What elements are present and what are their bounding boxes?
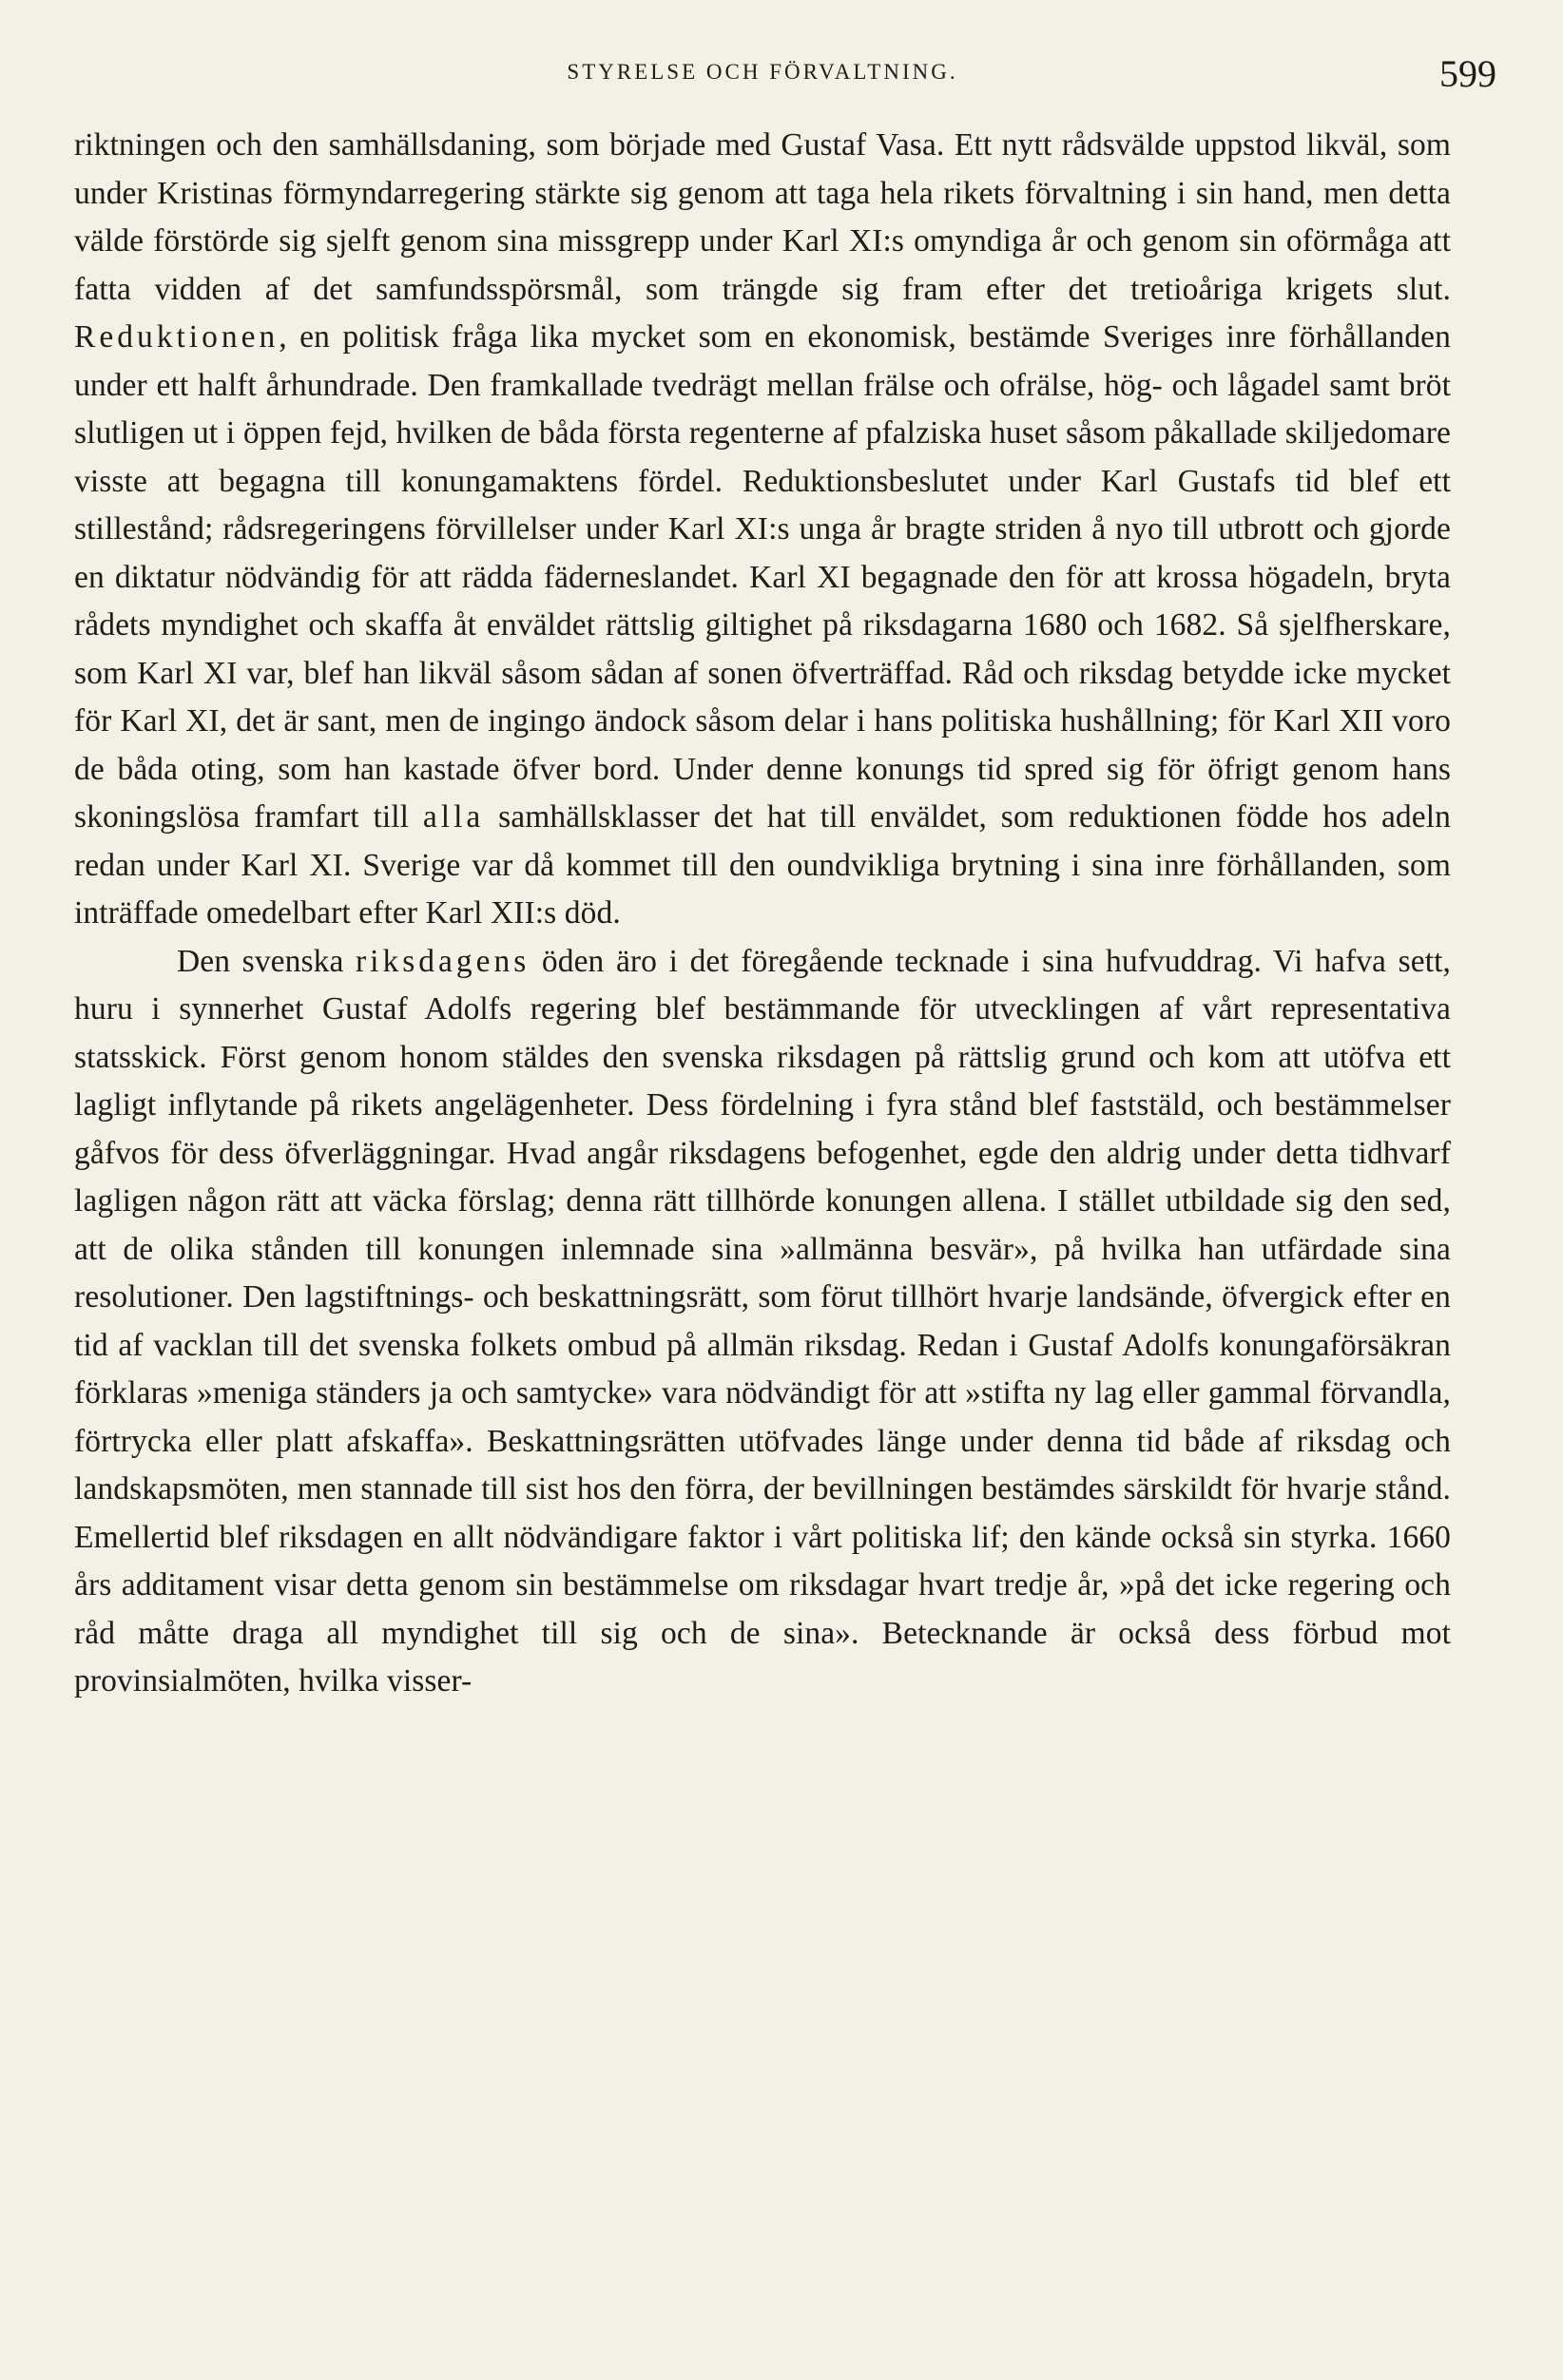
text-run: riktningen och den samhällsdaning, som började med Gustaf Vasa. Ett nytt rådsvälde uppstod likväl, som under Kristinas förmyndarregering stärkte sig genom att taga hela rikets förvaltning i sin hand, men detta välde förstörde sig sjelft genom sina missgrepp under Karl XI:s omyndiga år och genom sin oförmåga att fatta vidden af det samfundsspörsmål, som trängde sig fram efter det tretioåriga krigets slut. (74, 127, 1451, 307)
emphasis-alla: alla (422, 799, 485, 835)
text-run: Den svenska (177, 943, 357, 979)
body-text (74, 122, 1451, 1706)
running-head (76, 52, 1496, 95)
paragraph-riksdagen (74, 938, 1451, 1706)
emphasis-riksdagens: riksdagens (356, 943, 531, 979)
page-number: 599 (1439, 52, 1496, 95)
text-run: öden äro i det föregående tecknade i sina hufvuddrag. Vi hafva sett, huru i synnerhet Gustaf Adolfs regering blef bestämmande för utvecklingen af vårt representativa statsskick. Först genom honom stäldes den svenska riksdagen på rättslig grund och kom att utöfva ett lagligt inflytande på rikets angelägenheter. Dess fördelning i fyra stånd blef faststäld, och bestämmelser gåfvos för dess öfverläggningar. Hvad angår riksdagens befogenhet, egde den aldrig under detta tidhvarf lagligen någon rätt att väcka förslag; denna rätt tillhörde konungen allena. I stället utbildade sig den sed, att de olika stånden till konungen inlemnade sina »allmänna besvär», på hvilka han utfärdade sina resolutioner. Den lagstiftnings- och beskattningsrätt, som förut tillhört hvarje landsände, öfvergick efter en tid af vacklan till det svenska folkets ombud på allmän riksdag. Redan i Gustaf Adolfs konungaförsäkran förklaras »meniga ständers ja och samtycke» vara nödvändigt för att »stifta ny lag eller gammal förvandla, förtrycka eller platt afskaffa». Beskattningsrätten utöfvades länge under denna tid både af riksdag och landskapsmöten, men stannade till sist hos den förra, der bevillningen bestämdes särskildt för hvarje stånd. Emellertid blef riksdagen en allt nödvändigare faktor i vårt politiska lif; den kände också sin styrka. 1660 års additament visar detta genom sin bestämmelse om riksdagar hvart tredje år, »på det icke regering och råd måtte draga all myndighet till sig och de sina». Betecknande är också dess förbud mot provinsialmöten, hvilka visser- (74, 943, 1451, 1699)
emphasis-reduktionen: Reduktionen (74, 319, 280, 355)
text-run: , en politisk fråga lika mycket som en ekonomisk, bestämde Sveriges inre förhållanden under ett halft århundrade. Den framkallade tvedrägt mellan frälse och ofrälse, hög- och lågadel samt bröt slutligen ut i öppen fejd, hvilken de båda första regenterne af pfalziska huset såsom påkallade skiljedomare visste att begagna till konungamaktens fördel. Reduktionsbeslutet under Karl Gustafs tid blef ett stillestånd; rådsregeringens förvillelser under Karl XI:s unga år bragte striden å nyo till utbrott och gjorde en diktatur nödvändig för att rädda fäderneslandet. Karl XI begagnade den för att krossa högadeln, bryta rådets myndighet och skaffa åt enväldet rättslig giltighet på riksdagarna 1680 och 1682. Så sjelfherskare, som Karl XI var, blef han likväl såsom sådan af sonen öfverträffad. Råd och riksdag betydde icke mycket för Karl XI, det är sant, men de ingingo ändock såsom delar i hans politiska hushållning; för Karl XII voro de båda oting, som han kastade öfver bord. Under denne konungs tid spred sig för öfrigt genom hans skoningslösa framfart till (74, 319, 1451, 835)
text-run: samhällsklasser det hat till enväldet, som reduktionen födde hos adeln redan under Karl XI. Sverige var då kommet till den oundvikliga brytning i sina inre förhållanden, som inträffade omedelbart efter Karl XII:s död. (74, 799, 1452, 931)
running-head-title: STYRELSE OCH FÖRVALTNING. (567, 60, 958, 84)
paragraph-reduction (74, 122, 1451, 938)
